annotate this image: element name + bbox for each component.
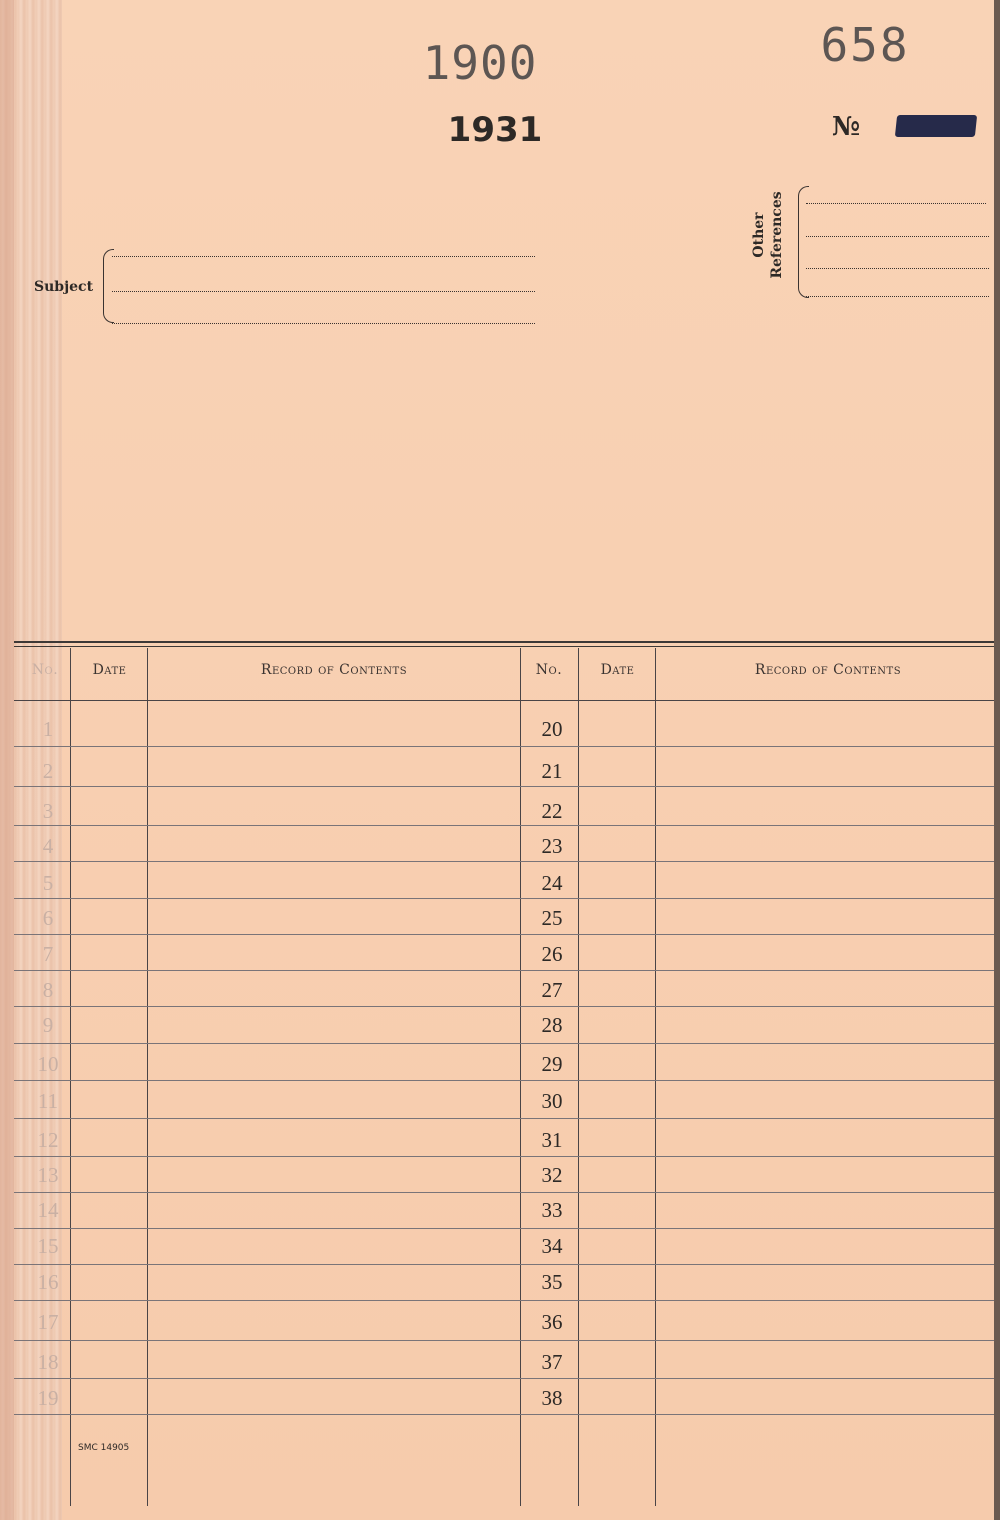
header-record-left: Record of Contents [260, 662, 408, 678]
header-record-right: Record of Contents [754, 662, 902, 678]
row-number-left: 2 [42, 759, 54, 783]
row-number-left: 15 [37, 1234, 59, 1258]
row-number-right: 28 [541, 1013, 563, 1037]
subject-line-1 [112, 256, 535, 257]
other-references-line-2: References [769, 191, 785, 279]
row-rule [14, 746, 994, 747]
row-rule [14, 1340, 994, 1341]
year-printed: 1931 [447, 110, 543, 150]
row-number-right: 29 [541, 1052, 563, 1076]
row-rule [14, 1080, 994, 1081]
row-number-right: 27 [541, 978, 563, 1002]
row-rule [14, 786, 994, 787]
other-references-line-1: Other [751, 212, 767, 258]
row-number-left: 11 [37, 1089, 59, 1113]
row-rule [14, 861, 994, 862]
row-rule [14, 970, 994, 971]
row-number-right: 26 [541, 942, 563, 966]
other-ref-line-4 [806, 296, 989, 297]
row-number-left: 18 [37, 1350, 59, 1374]
subject-line-2 [112, 291, 535, 292]
other-ref-line-3 [806, 268, 989, 269]
row-number-left: 9 [42, 1013, 54, 1037]
year-stamp: 1900 [422, 36, 538, 90]
row-rule [14, 1414, 994, 1415]
row-number-right: 35 [541, 1270, 563, 1294]
row-number-left: 12 [37, 1128, 59, 1152]
row-number-right: 22 [541, 799, 563, 823]
row-number-left: 3 [42, 799, 54, 823]
row-number-left: 1 [42, 717, 54, 741]
row-rule [14, 1118, 994, 1119]
row-rule [14, 1378, 994, 1379]
redaction-mark [895, 115, 977, 137]
row-number-left: 13 [37, 1163, 59, 1187]
page-right-edge [994, 0, 1000, 1520]
row-number-left: 7 [42, 942, 54, 966]
row-number-right: 25 [541, 906, 563, 930]
row-rule [14, 1300, 994, 1301]
form-code: SMC 14905 [78, 1443, 130, 1453]
file-number-label: № [832, 112, 861, 142]
row-number-left: 17 [37, 1310, 59, 1334]
row-number-left: 5 [42, 871, 54, 895]
header-date-right: Date [600, 662, 635, 678]
row-number-right: 36 [541, 1310, 563, 1334]
row-number-right: 34 [541, 1234, 563, 1258]
row-rule [14, 898, 994, 899]
table-top-rule-thin [14, 646, 994, 647]
row-number-right: 24 [541, 871, 563, 895]
row-number-left: 6 [42, 906, 54, 930]
subject-brace [103, 249, 114, 323]
other-references-label [750, 180, 786, 290]
header-no-left: No. [31, 662, 59, 678]
subject-line-3 [112, 323, 535, 324]
row-rule [14, 1192, 994, 1193]
other-ref-line-1 [806, 203, 986, 204]
row-number-left: 10 [37, 1052, 59, 1076]
row-number-left: 8 [42, 978, 54, 1002]
binding-edge [0, 0, 14, 1520]
row-rule [14, 1156, 994, 1157]
row-number-right: 31 [541, 1128, 563, 1152]
row-number-right: 33 [541, 1198, 563, 1222]
file-number-stamp: 658 [820, 18, 910, 72]
row-number-left: 16 [37, 1270, 59, 1294]
subject-label: Subject [34, 279, 94, 295]
row-number-left: 14 [37, 1198, 59, 1222]
table-top-rule [14, 641, 994, 643]
other-ref-line-2 [806, 236, 989, 237]
row-number-left: 4 [42, 834, 54, 858]
row-rule [14, 1264, 994, 1265]
row-number-right: 21 [541, 759, 563, 783]
row-rule [14, 1006, 994, 1007]
row-number-right: 38 [541, 1386, 563, 1410]
row-rule [14, 825, 994, 826]
row-number-right: 32 [541, 1163, 563, 1187]
row-rule [14, 1043, 994, 1044]
table-header-rule [14, 700, 994, 701]
row-number-right: 37 [541, 1350, 563, 1374]
row-rule [14, 1228, 994, 1229]
row-rule [14, 934, 994, 935]
row-number-right: 30 [541, 1089, 563, 1113]
row-number-right: 20 [541, 717, 563, 741]
header-date-left: Date [92, 662, 127, 678]
row-number-left: 19 [37, 1386, 59, 1410]
row-number-right: 23 [541, 834, 563, 858]
header-no-right: No. [535, 662, 563, 678]
